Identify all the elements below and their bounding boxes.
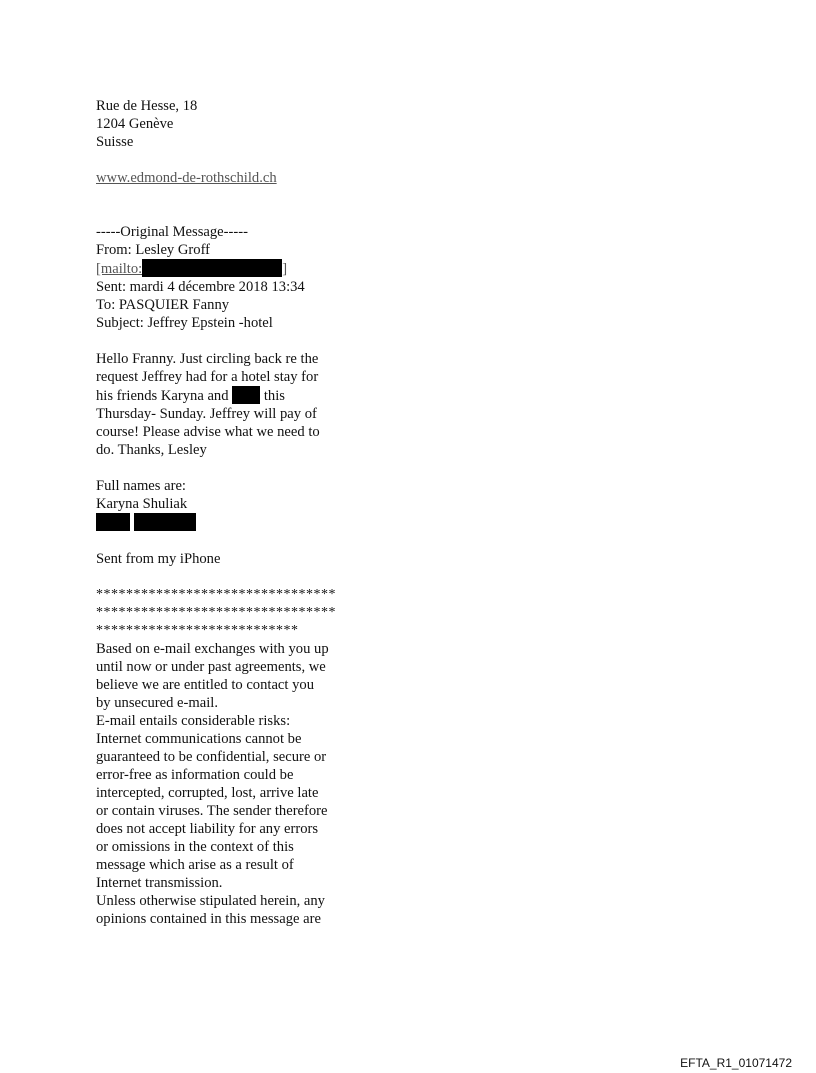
redaction-block (134, 513, 196, 531)
disclaimer-stars: *************************** (96, 623, 299, 638)
mailto-link[interactable]: [mailto: (96, 261, 143, 277)
disclaimer-line: until now or under past agreements, we (96, 659, 326, 675)
sent-line: Sent: mardi 4 décembre 2018 13:34 (96, 279, 305, 295)
from-line: From: Lesley Groff (96, 242, 211, 258)
disclaimer-line: intercepted, corrupted, lost, arrive late (96, 785, 319, 801)
address-city: 1204 Genève (96, 116, 174, 132)
original-message-separator: -----Original Message----- (96, 224, 248, 240)
body-line (96, 386, 366, 405)
body-text: his friends Karyna and (96, 388, 229, 404)
redaction-block (142, 259, 282, 277)
redaction-block (232, 386, 260, 404)
address-country: Suisse (96, 134, 134, 150)
disclaimer-line: or contain viruses. The sender therefore (96, 803, 328, 819)
disclaimer-line: does not accept liability for any errors (96, 821, 319, 837)
signature-line: Sent from my iPhone (96, 551, 221, 567)
names-heading: Full names are: (96, 478, 186, 494)
mailto-close: ] (282, 261, 288, 277)
disclaimer-line: believe we are entitled to contact you (96, 677, 315, 693)
redaction-block (96, 513, 130, 531)
body-line: request Jeffrey had for a hotel stay for (96, 369, 319, 385)
disclaimer-stars: ******************************** (96, 605, 336, 620)
disclaimer-stars: ******************************** (96, 587, 336, 602)
disclaimer-line: opinions contained in this message are (96, 911, 321, 927)
document-id: EFTA_R1_01071472 (680, 1056, 792, 1070)
body-text: this (263, 388, 285, 404)
name-karyna: Karyna Shuliak (96, 496, 188, 512)
disclaimer-line: error-free as information could be (96, 767, 294, 783)
to-line: To: PASQUIER Fanny (96, 297, 230, 313)
body-line: Hello Franny. Just circling back re the (96, 351, 319, 367)
address-street: Rue de Hesse, 18 (96, 98, 198, 114)
disclaimer-line: guaranteed to be confidential, secure or (96, 749, 327, 765)
body-line: course! Please advise what we need to (96, 424, 320, 440)
disclaimer-line: by unsecured e-mail. (96, 695, 218, 711)
disclaimer-line: Unless otherwise stipulated herein, any (96, 893, 325, 909)
subject-line: Subject: Jeffrey Epstein -hotel (96, 315, 273, 331)
mailto-line (96, 259, 366, 278)
disclaimer-line: E-mail entails considerable risks: (96, 713, 291, 729)
disclaimer-line: or omissions in the context of this (96, 839, 294, 855)
document-body (96, 97, 366, 928)
redacted-name-line (96, 513, 366, 532)
body-line: do. Thanks, Lesley (96, 442, 207, 458)
disclaimer-line: message which arise as a result of (96, 857, 294, 873)
body-line: Thursday- Sunday. Jeffrey will pay of (96, 406, 317, 422)
disclaimer-line: Based on e-mail exchanges with you up (96, 641, 329, 657)
website-link[interactable]: www.edmond-de-rothschild.ch (96, 170, 277, 186)
disclaimer-line: Internet communications cannot be (96, 731, 302, 747)
disclaimer-line: Internet transmission. (96, 875, 223, 891)
